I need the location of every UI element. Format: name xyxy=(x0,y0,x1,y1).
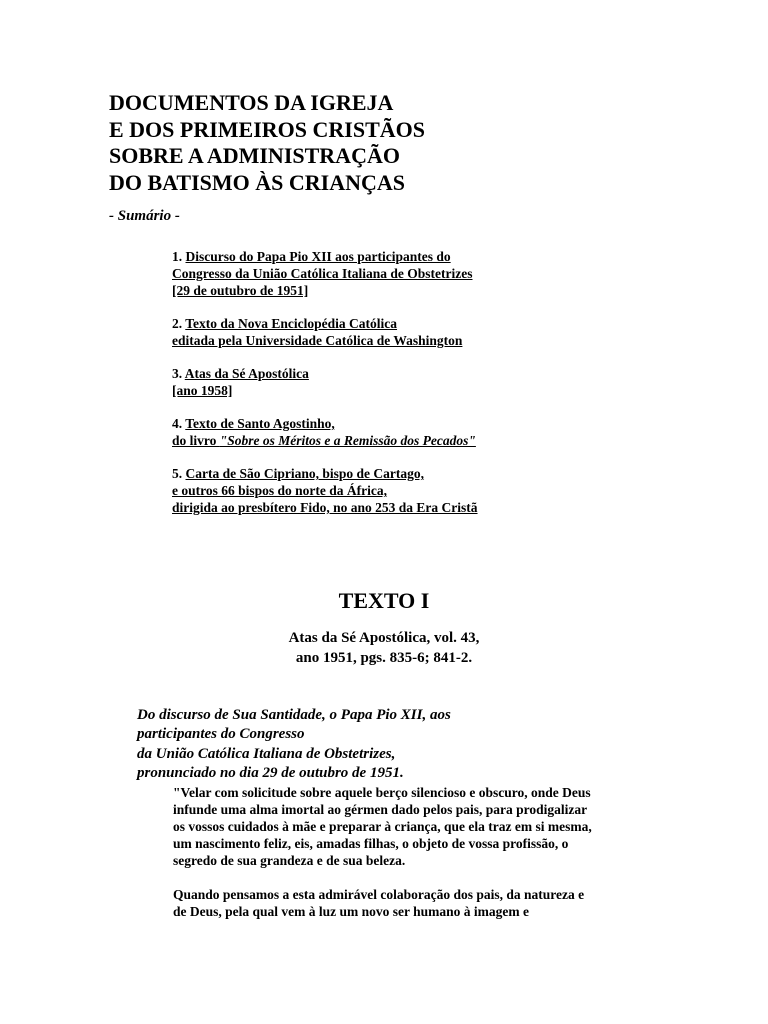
toc-item-number: 5. xyxy=(172,466,186,481)
toc-link-enciclopedia-catolica[interactable]: Texto da Nova Enciclopédia Católica xyxy=(185,316,398,331)
title-line: DO BATISMO ÀS CRIANÇAS xyxy=(109,169,406,195)
toc-item-line xyxy=(172,365,478,382)
intro-line: da União Católica Italiana de Obstetrizes, xyxy=(137,745,396,762)
toc-item-4 xyxy=(172,415,478,449)
toc-link-santo-agostinho-book[interactable] xyxy=(172,432,478,449)
toc-link-carta-sao-cipriano-cont[interactable]: e outros 66 bispos do norte da África, xyxy=(172,483,388,498)
intro-line: pronunciado no dia 29 de outubro de 1951. xyxy=(137,764,404,781)
toc-item-number: 2. xyxy=(172,316,186,331)
title-line: SOBRE A ADMINISTRAÇÃO xyxy=(109,143,400,168)
toc-item-line xyxy=(172,465,478,482)
toc-link-atas-se-apostolica-year[interactable]: [ano 1958] xyxy=(172,383,233,398)
toc-link-atas-se-apostolica[interactable]: Atas da Sé Apostólica xyxy=(184,366,309,381)
quote-paragraph xyxy=(173,784,713,869)
quote-line: um nascimento feliz, eis, amadas filhas, o objeto de vossa profissão, o xyxy=(173,836,569,851)
toc-item-line xyxy=(172,248,478,265)
toc-link-carta-sao-cipriano[interactable]: Carta de São Cipriano, bispo de Cartago, xyxy=(185,466,425,481)
section-heading: TEXTO I xyxy=(338,588,430,613)
source-line: ano 1951, pgs. 835-6; 841-2. xyxy=(295,650,473,666)
toc-item-3 xyxy=(172,365,478,399)
title-line: E DOS PRIMEIROS CRISTÃOS xyxy=(109,116,426,142)
intro-line: Do discurso de Sua Santidade, o Papa Pio XII, aos xyxy=(137,707,451,723)
quote-line: Quando pensamos a esta admirável colaboração dos pais, da natureza e xyxy=(173,887,585,902)
table-of-contents xyxy=(172,248,478,532)
quote-line: segredo de sua grandeza e de sua beleza. xyxy=(173,853,406,868)
discourse-quote xyxy=(173,784,713,937)
toc-link-santo-agostinho[interactable]: Texto de Santo Agostinho, xyxy=(185,416,335,431)
source-line: Atas da Sé Apostólica, vol. 43, xyxy=(288,630,480,646)
discourse-intro xyxy=(137,706,451,783)
title-line: DOCUMENTOS DA IGREJA xyxy=(109,90,394,115)
quote-line: "Velar com solicitude sobre aquele berço silencioso e obscuro, onde Deus xyxy=(173,785,591,800)
toc-item-line xyxy=(172,415,478,432)
toc-item-2 xyxy=(172,315,478,349)
quote-line: os vossos cuidados à mãe e preparar à criança, que ela traz em si mesma, xyxy=(173,819,592,834)
toc-item-number: 3. xyxy=(172,366,185,381)
toc-link-text: do livro xyxy=(172,433,220,448)
summary-label: - Sumário - xyxy=(109,208,180,224)
toc-link-discurso-pio-xii-cont[interactable]: Congresso da União Católica Italiana de Obstetrizes xyxy=(172,266,473,281)
toc-item-number: 1. xyxy=(172,249,186,264)
toc-link-enciclopedia-catolica-cont[interactable]: editada pela Universidade Católica de Washington xyxy=(172,333,463,348)
toc-item-line xyxy=(172,315,478,332)
toc-link-carta-sao-cipriano-date[interactable]: dirigida ao presbítero Fido, no ano 253 da Era Cristã xyxy=(172,500,478,515)
toc-link-discurso-pio-xii-date[interactable]: [29 de outubro de 1951] xyxy=(172,283,309,298)
toc-item-1 xyxy=(172,248,478,299)
book-title: "Sobre os Méritos e a Remissão dos Pecados" xyxy=(219,433,476,448)
toc-item-5 xyxy=(172,465,478,516)
quote-paragraph xyxy=(173,886,713,920)
intro-line: participantes do Congresso xyxy=(137,726,305,743)
quote-line: de Deus, pela qual vem à luz um novo ser humano à imagem e xyxy=(173,904,530,919)
document-title xyxy=(109,90,425,196)
quote-line: infunde uma alma imortal ao gérmen dado pelos pais, para prodigalizar xyxy=(173,802,588,817)
toc-link-discurso-pio-xii[interactable]: Discurso do Papa Pio XII aos participantes do xyxy=(185,249,451,264)
source-citation xyxy=(0,628,768,668)
toc-item-number: 4. xyxy=(172,416,186,431)
